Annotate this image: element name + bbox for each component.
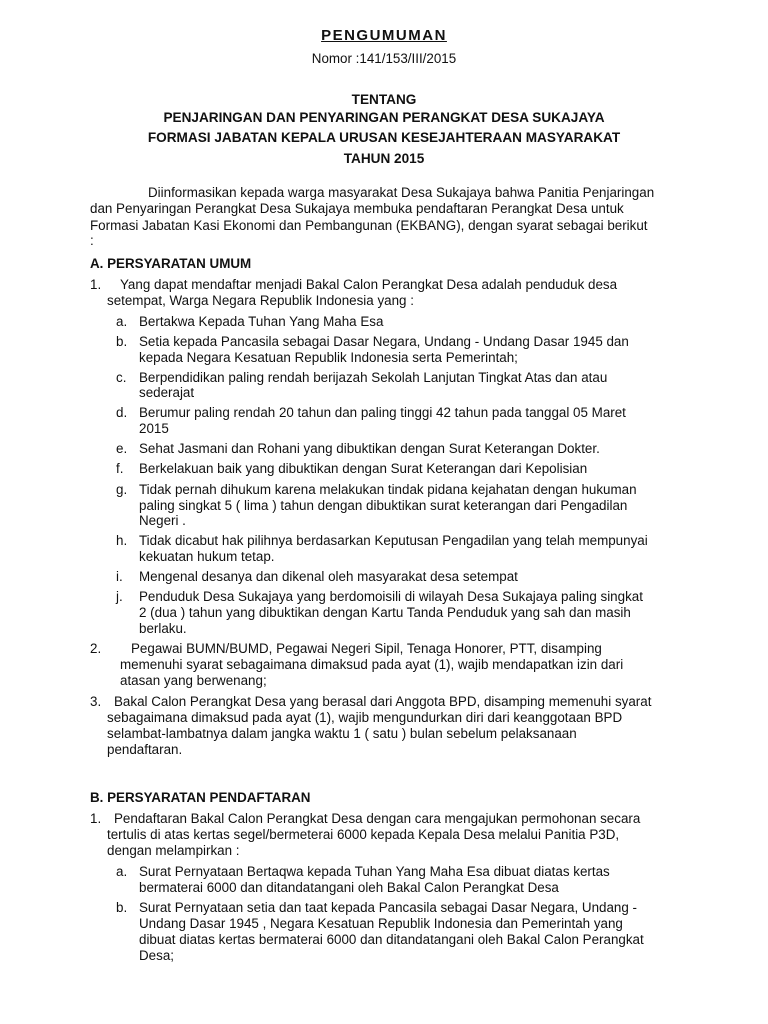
list-item-line: paling singkat 5 ( lima ) tahun dengan dibuktikan surat keterangan dari Pengadilan xyxy=(139,498,628,513)
list-item-line: Surat Pernyataan Bertaqwa kepada Tuhan Yang Maha Esa dibuat diatas kertas xyxy=(139,864,610,879)
document-number: Nomor :141/153/III/2015 xyxy=(311,51,457,66)
list-item-line: Yang dapat mendaftar menjadi Bakal Calon Perangkat Desa adalah penduduk desa xyxy=(120,277,618,292)
list-marker: 2. xyxy=(90,641,102,656)
list-marker: a. xyxy=(116,864,128,879)
subject-year: TAHUN 2015 xyxy=(343,151,425,166)
list-item-line: 2015 xyxy=(139,421,169,436)
list-item-line: atasan yang berwenang; xyxy=(120,673,267,688)
list-item-line: bermaterai 6000 dan ditandatangani oleh Bakal Calon Perangkat Desa xyxy=(139,880,559,895)
tentang-label: TENTANG xyxy=(351,92,417,107)
list-marker: f. xyxy=(116,461,124,476)
list-item-line: tertulis di atas kertas segel/bermeterai 6000 kepada Kepala Desa melalui Panitia P3D, xyxy=(107,827,620,842)
list-item-line: kepada Negara Kesatuan Republik Indonesia serta Pemerintah; xyxy=(139,350,518,365)
list-item-line: Setia kepada Pancasila sebagai Dasar Negara, Undang - Undang Dasar 1945 dan xyxy=(139,334,629,349)
list-marker: d. xyxy=(116,405,128,420)
list-marker: a. xyxy=(116,314,128,329)
list-item-line: setempat, Warga Negara Republik Indonesia yang : xyxy=(107,293,414,308)
list-item-line: kekuatan hukum tetap. xyxy=(139,549,275,564)
list-marker: b. xyxy=(116,334,128,349)
list-marker: j. xyxy=(116,589,123,604)
list-item-line: selambat-lambatnya dalam jangka waktu 1 ( satu ) bulan sebelum pelaksanaan xyxy=(107,726,577,741)
list-item-line: Undang Dasar 1945 , Negara Kesatuan Republik Indonesia dan Pemerintah yang xyxy=(139,916,623,931)
intro-line: Formasi Jabatan Kasi Ekonomi dan Pembangunan (EKBANG), dengan syarat sebagai berikut xyxy=(90,218,648,233)
list-marker: 1. xyxy=(90,277,102,292)
document-title: PENGUMUMAN xyxy=(321,27,447,44)
list-item-line: memenuhi syarat sebagaimana dimaksud pada ayat (1), wajib mendapatkan izin dari xyxy=(120,657,624,672)
list-marker: 3. xyxy=(90,694,102,709)
list-item-line: Tidak dicabut hak pilihnya berdasarkan Keputusan Pengadilan yang telah mempunyai xyxy=(139,533,648,548)
list-item-line: dibuat diatas kertas bermaterai 6000 dan ditandatangani oleh Bakal Calon Perangkat xyxy=(139,932,644,947)
intro-line: : xyxy=(90,233,94,248)
list-marker: e. xyxy=(116,441,128,456)
subject-line-1: PENJARINGAN DAN PENYARINGAN PERANGKAT DESA SUKAJAYA xyxy=(163,110,605,125)
list-item-line: berlaku. xyxy=(139,621,187,636)
list-item-line: Penduduk Desa Sukajaya yang berdomoisili di wilayah Desa Sukajaya paling singkat xyxy=(139,589,643,604)
list-item-line: Bakal Calon Perangkat Desa yang berasal dari Anggota BPD, disamping memenuhi syarat xyxy=(114,694,652,709)
list-marker: c. xyxy=(116,370,127,385)
section-b-heading: B. PERSYARATAN PENDAFTARAN xyxy=(90,790,311,805)
list-item-line: Berpendidikan paling rendah berijazah Sekolah Lanjutan Tingkat Atas dan atau xyxy=(139,370,608,385)
list-item-line: pendaftaran. xyxy=(107,742,183,757)
section-a-heading: A. PERSYARATAN UMUM xyxy=(90,256,252,271)
list-item-line: Desa; xyxy=(139,948,174,963)
list-marker: 1. xyxy=(90,811,102,826)
list-item-line: Surat Pernyataan setia dan taat kepada Pancasila sebagai Dasar Negara, Undang - xyxy=(139,900,638,915)
list-marker: b. xyxy=(116,900,128,915)
list-item-line: 2 (dua ) tahun yang dibuktikan dengan Kartu Tanda Penduduk yang sah dan masih xyxy=(139,605,631,620)
list-item-line: dengan melampirkan : xyxy=(107,843,240,858)
list-item-line: Tidak pernah dihukum karena melakukan tindak pidana kejahatan dengan hukuman xyxy=(139,482,637,497)
intro-line: dan Penyaringan Perangkat Desa Sukajaya membuka pendaftaran Perangkat Desa untuk xyxy=(90,201,624,216)
intro-line: Diinformasikan kepada warga masyarakat Desa Sukajaya bahwa Panitia Penjaringan xyxy=(148,185,655,200)
list-item-line: Mengenal desanya dan dikenal oleh masyarakat desa setempat xyxy=(139,569,518,584)
list-item-line: Pegawai BUMN/BUMD, Pegawai Negeri Sipil, Tenaga Honorer, PTT, disamping xyxy=(131,641,602,656)
list-item-line: Bertakwa Kepada Tuhan Yang Maha Esa xyxy=(139,314,384,329)
list-marker: i. xyxy=(116,569,123,584)
list-item-line: sebagaimana dimaksud pada ayat (1), wajib mengundurkan diri dari keanggotaan BPD xyxy=(107,710,623,725)
list-item-line: Negeri . xyxy=(139,513,186,528)
list-item-line: sederajat xyxy=(139,385,195,400)
subject-line-2: FORMASI JABATAN KEPALA URUSAN KESEJAHTERAAN MASYARAKAT xyxy=(147,130,621,145)
list-marker: h. xyxy=(116,533,128,548)
list-item-line: Berumur paling rendah 20 tahun dan paling tinggi 42 tahun pada tanggal 05 Maret xyxy=(139,405,626,420)
list-item-line: Sehat Jasmani dan Rohani yang dibuktikan dengan Surat Keterangan Dokter. xyxy=(139,441,600,456)
list-item-line: Pendaftaran Bakal Calon Perangkat Desa dengan cara mengajukan permohonan secara xyxy=(114,811,641,826)
list-marker: g. xyxy=(116,482,128,497)
list-item-line: Berkelakuan baik yang dibuktikan dengan Surat Keterangan dari Kepolisian xyxy=(139,461,588,476)
